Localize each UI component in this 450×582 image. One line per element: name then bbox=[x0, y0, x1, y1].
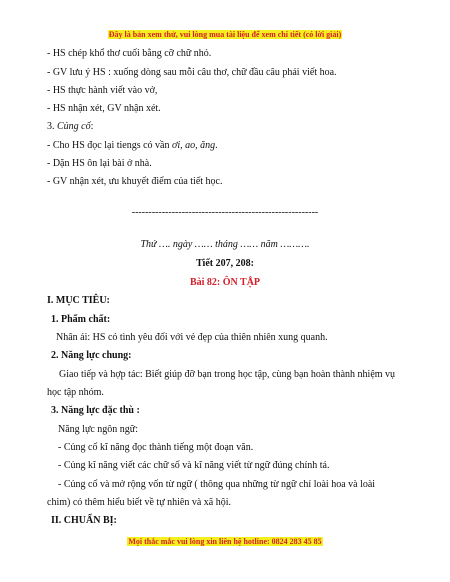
section-heading: I. MỤC TIÊU: bbox=[47, 295, 110, 306]
text-line: - Cho HS đọc lại tiengs có vần ơi, ao, ăng. bbox=[47, 140, 218, 151]
lesson-title: Bài 82: ÔN TẬP bbox=[189, 277, 261, 288]
footer-notice: Mọi thắc mắc vui lòng xin liên hệ hotline: 0824 283 45 85 bbox=[128, 537, 322, 546]
text-line: - HS nhận xét, GV nhận xét. bbox=[47, 103, 161, 114]
lesson-period: Tiết 207, 208: bbox=[196, 258, 254, 269]
text-line: - Củng cố và mở rộng vốn từ ngữ ( thông qua những từ ngữ chỉ loài hoa và loài bbox=[58, 479, 376, 490]
text-line: học tập nhóm. bbox=[47, 387, 104, 398]
header-notice: Đây là bản xem thử, vui lòng mua tài liệu để xem chi tiết (có lời giải) bbox=[108, 30, 342, 39]
text-line: - Dặn HS ôn lại bài ở nhà. bbox=[47, 158, 152, 169]
text-line: - GV lưu ý HS : xuống dòng sau mỗi câu thơ, chữ đầu câu phải viết hoa. bbox=[47, 67, 337, 78]
date-line: Thứ …. ngày …… tháng …… năm ………. bbox=[140, 239, 310, 250]
text-line: Năng lực ngôn ngữ: bbox=[58, 424, 138, 435]
text-line: Nhân ái: HS có tình yêu đối với vẻ đẹp của thiên nhiên xung quanh. bbox=[56, 332, 328, 343]
subsection-heading: 2. Năng lực chung: bbox=[51, 350, 132, 361]
text-line: Giao tiếp và hợp tác: Biết giúp đỡ bạn trong học tập, cùng bạn hoàn thành nhiệm vụ bbox=[59, 369, 396, 380]
text-line: - GV nhận xét, ưu khuyết điểm của tiết học. bbox=[47, 176, 223, 187]
text-line: - HS thực hành viết vào vở, bbox=[47, 85, 158, 96]
text-line: - HS chép khổ thơ cuối bằng cỡ chữ nhỏ. bbox=[47, 48, 212, 59]
section-heading: 3. Củng cố: bbox=[47, 121, 94, 132]
divider: -------------------------------------------------------- bbox=[131, 207, 319, 218]
text-line: chim) có thêm hiểu biết về tự nhiên và xã hội. bbox=[47, 497, 231, 508]
subsection-heading: 1. Phẩm chất: bbox=[51, 314, 111, 325]
section-heading: II. CHUẨN BỊ: bbox=[51, 515, 117, 526]
subsection-heading: 3. Năng lực đặc thù : bbox=[51, 405, 140, 416]
text-line: - Củng cố kĩ năng đọc thành tiếng một đoạn văn. bbox=[58, 442, 254, 453]
text-line: - Củng kĩ năng viết các chữ số và kĩ năng viết từ ngữ đúng chính tả. bbox=[58, 460, 330, 471]
